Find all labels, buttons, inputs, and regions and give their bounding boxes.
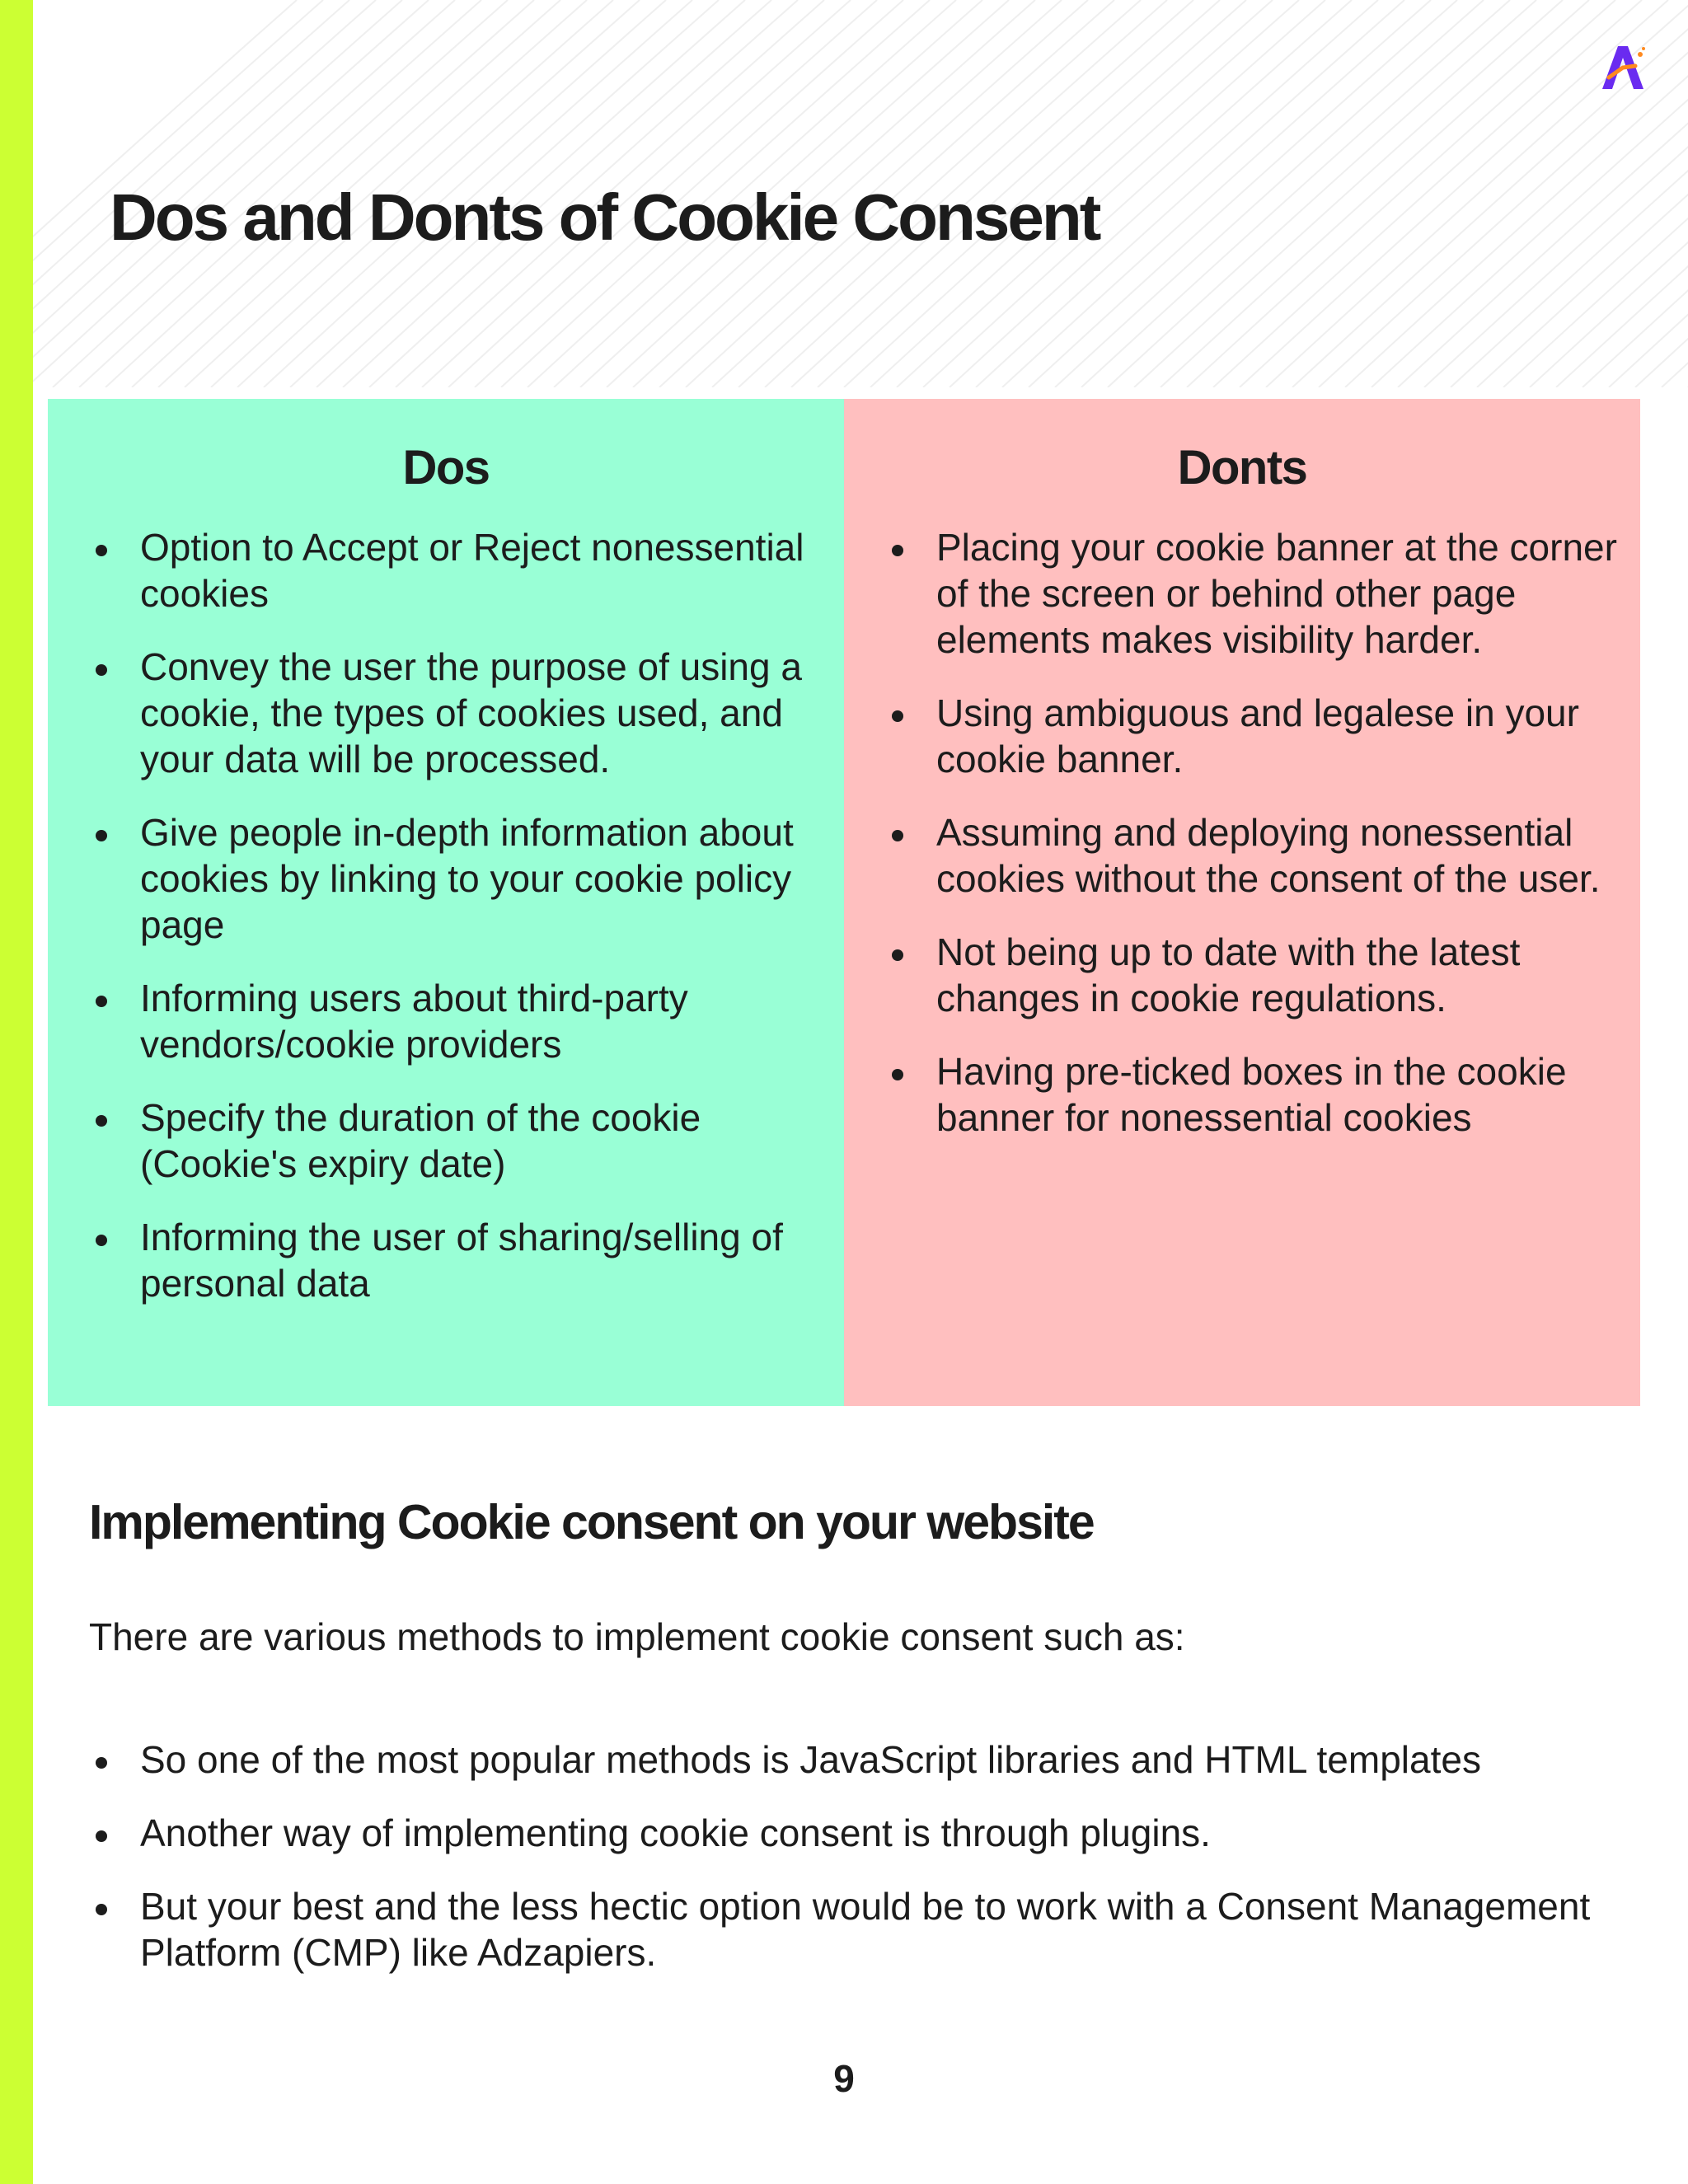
dos-item: Convey the user the purpose of using a cookie, the types of cookies used, and your data will be processed. [48,644,844,782]
implementing-heading: Implementing Cookie consent on your website [89,1495,1094,1549]
dos-item: Specify the duration of the cookie (Cookie's expiry date) [48,1094,844,1187]
background-arc [1451,0,1688,387]
donts-item: Placing your cookie banner at the corner of the screen or behind other page elements makes visibility harder. [844,524,1640,663]
background-arc [1477,0,1688,387]
page-number: 9 [833,2057,855,2100]
donts-item: Using ambiguous and legalese in your cookie banner. [844,690,1640,782]
implementing-item: So one of the most popular methods is JavaScript libraries and HTML templates [89,1736,1622,1783]
background-arc [1055,0,1484,387]
dos-heading: Dos [402,441,490,494]
donts-list [844,524,1640,1168]
implementing-item: But your best and the less hectic option would be to work with a Consent Management Platform (CMP) like Adzapiers. [89,1883,1622,1975]
page-title: Dos and Donts of Cookie Consent [110,180,1100,254]
dos-panel [48,399,844,1406]
donts-heading: Donts [1177,441,1307,494]
background-arc [1160,0,1589,387]
background-arc [1187,0,1615,387]
adzapier-logo-icon [1597,41,1648,92]
dos-item: Give people in-depth information about cookies by linking to your cookie policy page [48,809,844,948]
implementing-intro: There are various methods to implement cookie consent such as: [89,1615,1185,1658]
dos-list [48,524,844,1333]
background-arc [1424,0,1688,387]
donts-item: Having pre-ticked boxes in the cookie banner for nonessential cookies [844,1048,1640,1141]
dos-item: Informing users about third-party vendors/cookie providers [48,975,844,1067]
implementing-item: Another way of implementing cookie consent is through plugins. [89,1810,1622,1856]
background-arc [1108,0,1536,387]
donts-item: Not being up to date with the latest changes in cookie regulations. [844,929,1640,1021]
background-arc [1134,0,1563,387]
background-arc [1081,0,1510,387]
implementing-list [89,1736,1622,2003]
donts-panel [844,399,1640,1406]
background-arc [1503,0,1688,387]
dos-item: Informing the user of sharing/selling of personal data [48,1214,844,1306]
dos-item: Option to Accept or Reject nonessential cookies [48,524,844,616]
side-accent-stripe [0,0,33,2184]
donts-item: Assuming and deploying nonessential cookies without the consent of the user. [844,809,1640,902]
background-arc [1213,0,1642,387]
background-arc [1662,0,1688,387]
